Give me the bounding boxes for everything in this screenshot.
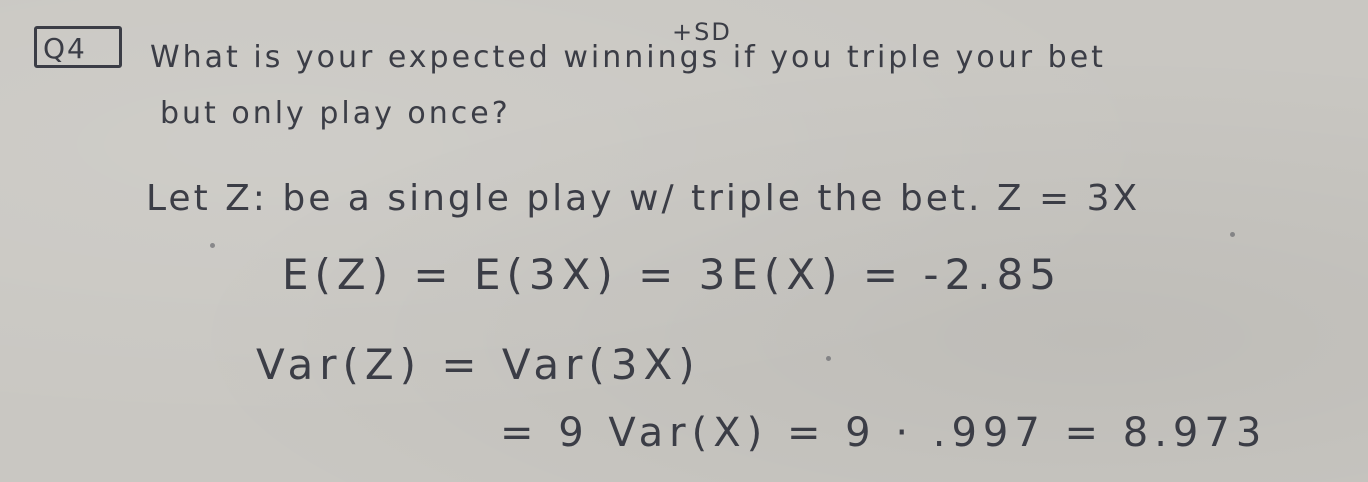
question-number: Q4 (43, 32, 87, 65)
annotation-plus-sd: +SD (672, 18, 732, 46)
variance-result: = 9 Var(X) = 9 · .997 = 8.973 (500, 410, 1268, 456)
question-number-box (34, 26, 122, 68)
pencil-dot (826, 356, 831, 361)
solution-definition: Let Z: be a single play w/ triple the bet. Z = 3X (146, 178, 1141, 219)
expected-value-equation: E(Z) = E(3X) = 3E(X) = -2.85 (282, 250, 1063, 299)
pencil-dot (1230, 232, 1235, 237)
question-line-2: but only play once? (160, 96, 511, 131)
pencil-dot (210, 243, 215, 248)
variance-equation: Var(Z) = Var(3X) (256, 340, 701, 389)
question-line-1: What is your expected winnings if you triple your bet (150, 40, 1106, 75)
